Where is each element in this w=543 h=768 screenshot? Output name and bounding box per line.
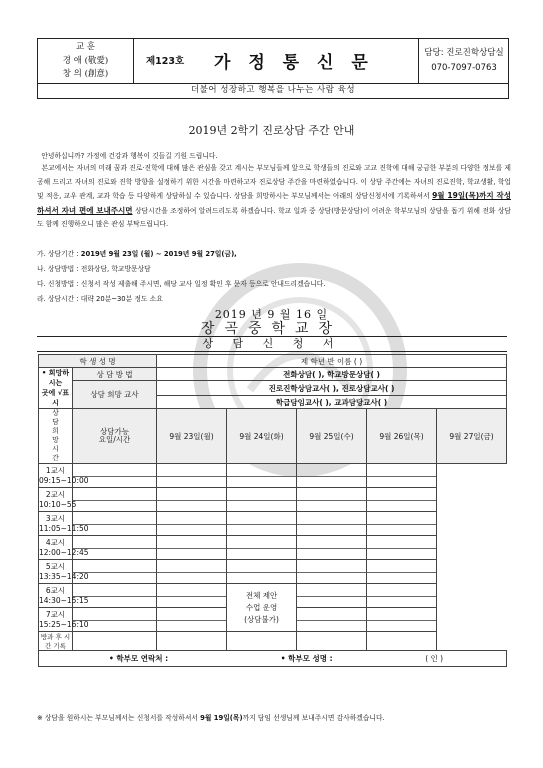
parent-phone-label[interactable]: • 학부모 연락처 :	[109, 654, 169, 663]
slot-row	[39, 464, 507, 488]
notice-title: 2019년 2학기 진로상담 주간 안내	[188, 124, 355, 137]
after-school-tue[interactable]	[157, 632, 227, 651]
issue-number: 제123호	[146, 56, 185, 67]
parent-info-row	[39, 651, 507, 667]
day-wed: 9월 25일(수)	[297, 409, 367, 464]
teacher-choice-1[interactable]: 진로진학상담교사( ), 진로상담교사( )	[157, 381, 507, 396]
info-duration: 라. 상담시간 : 대략 20분~30분 정도 소요	[37, 295, 163, 303]
slot-label	[39, 608, 89, 632]
motto-title: 교 훈	[75, 42, 96, 52]
school-motto	[38, 39, 134, 83]
slot-cell[interactable]	[227, 512, 297, 536]
slot-cell[interactable]	[73, 536, 157, 560]
slot-cell[interactable]	[73, 488, 157, 512]
principal-name: 장곡중학교장	[200, 321, 343, 337]
slot-label	[39, 512, 89, 536]
slot-time: 12:00~12:45	[39, 547, 89, 557]
slot-time: 15:25~16:10	[39, 619, 89, 629]
slot-cell[interactable]	[73, 512, 157, 536]
time-header: 상담가능 요일/시간	[73, 409, 157, 464]
slot-cell[interactable]	[367, 464, 437, 488]
slot-period: 7교시	[45, 609, 66, 619]
slot-cell[interactable]	[73, 608, 157, 632]
teacher-label: 상담 희망 교사	[73, 381, 157, 409]
slot-time: 14:30~15:15	[39, 595, 89, 605]
slot-cell[interactable]	[297, 608, 367, 632]
slot-row	[39, 512, 507, 536]
title-box	[134, 39, 418, 83]
info-apply: 다. 신청방법 : 신청서 작성 제출해 주시면, 해당 교사 일정 확인 후 문자 등으로 안내드리겠습니다.	[37, 280, 326, 288]
info-period: 가. 상담기간 : 2019년 9월 23일 (월) ~ 2019년 9월 27일(금),	[37, 250, 237, 258]
slot-period: 6교시	[45, 585, 66, 595]
slot-cell[interactable]	[227, 560, 297, 584]
slot-cell[interactable]	[157, 584, 227, 608]
day-fri: 9월 27일(금)	[437, 409, 507, 464]
after-school-fri[interactable]	[367, 632, 437, 651]
side-label: 상 담 희 망 시 간	[39, 409, 73, 464]
deadline-highlight: 9월 19일(목)까지 작성하셔서 자녀 편에 보내주시면	[37, 191, 511, 215]
slot-cell[interactable]	[367, 536, 437, 560]
day-thu: 9월 26일(목)	[367, 409, 437, 464]
contact-phone: 070-7097-0763	[431, 63, 497, 73]
form-title: 상 담 신 청 서	[37, 336, 507, 352]
slot-time: 09:15~10:00	[39, 475, 89, 485]
slot-cell[interactable]	[157, 608, 227, 632]
slogan: 더불어 성장하고 행복을 나누는 사람 육성	[37, 82, 509, 99]
method-label: 상 담 방 법	[73, 368, 157, 381]
slot-cell[interactable]	[227, 488, 297, 512]
slot-time: 11:05~11:50	[39, 523, 89, 533]
slot-time: 10:10~55	[39, 499, 77, 509]
slot-cell[interactable]	[73, 464, 157, 488]
slot-label	[39, 536, 89, 560]
day-mon: 9월 23일(월)	[157, 409, 227, 464]
after-school-label: 방과 후 시간 기록	[39, 632, 73, 651]
main-paragraph: 본교에서는 자녀의 미래 꿈과 진로·진학에 대해 많은 관심을 갖고 계시는 부모님들께 앞으로 학생들의 진로와 고교 진학에 대해 궁금한 부분의 다양한 정보를 제공해 드리고 자녀의 진로와 진학 방향을 설정하기 위한 시간을 마련하고자 진로상담 주간을 마련하였습니다. 이 상담 주간에는 자녀의 진로진학, 학교생활, 학업 및 적응, 교우 관계, 교과 학습 등 다양하게 상담하실 수 있습니다. 상담을 희망하시는 부모님께서는 아래의 상담신청서에 기록하셔서 9월 19일(목)까지 작성하셔서 자녀 편에 보내주시면 상담시간을 조정하여 알려드리도록 하겠습니다. 학교 일과 중 상담(방문상담)이 어려운 학부모님의 상담을 돕기 위해 전화 상담도 함께 진행하오니 많은 관심 부탁드립니다.	[37, 164, 511, 229]
check-instruction: • 희망하시는 곳에 √표시	[39, 368, 73, 409]
slot-cell[interactable]	[297, 488, 367, 512]
slot-cell[interactable]	[367, 584, 437, 608]
slot-period: 1교시	[45, 465, 66, 475]
slot-label	[39, 584, 89, 608]
after-school-thu[interactable]	[297, 632, 367, 651]
slot-period: 3교시	[45, 513, 66, 523]
contact-box	[418, 39, 509, 83]
after-school-mon[interactable]	[73, 632, 157, 651]
slot-period: 4교시	[45, 537, 66, 547]
footnote: ※ 상담을 원하시는 부모님께서는 신청서를 작성하셔서 9월 19일(목)까지 담임 선생님께 보내주시면 감사하겠습니다.	[37, 714, 385, 722]
student-name-label: 학 생 성 명	[39, 355, 157, 368]
slot-cell[interactable]	[297, 464, 367, 488]
slot-row	[39, 488, 507, 512]
application-form	[38, 354, 507, 667]
teacher-choice-2[interactable]: 학급담임교사( ), 교과담당교사( )	[157, 396, 507, 409]
slot-cell[interactable]	[367, 608, 437, 632]
slot-cell[interactable]	[367, 488, 437, 512]
slot-row	[39, 536, 507, 560]
slot-cell[interactable]	[297, 512, 367, 536]
slot-cell[interactable]	[297, 560, 367, 584]
day-tue: 9월 24일(화)	[227, 409, 297, 464]
contact-department: 담당: 진로진학상담실	[424, 48, 504, 58]
slot-cell[interactable]	[157, 536, 227, 560]
parent-name-label[interactable]: • 학부모 성명 :	[280, 654, 333, 663]
method-choice[interactable]: 전화상담( ), 학교방문상담( )	[157, 368, 507, 381]
slot-cell[interactable]	[73, 584, 157, 608]
slot-period: 2교시	[45, 489, 66, 499]
slot-cell[interactable]	[157, 488, 227, 512]
info-method: 나. 상담방법 : 전화상담, 학교방문상담	[37, 265, 151, 273]
time-slots	[39, 464, 507, 632]
slot-cell[interactable]	[157, 560, 227, 584]
slot-cell[interactable]	[367, 512, 437, 536]
slot-row	[39, 584, 507, 608]
slot-cell[interactable]	[367, 560, 437, 584]
slot-time: 13:35~14:20	[39, 571, 89, 581]
seal-mark: ( 인 )	[425, 654, 444, 663]
motto-line-2: 창 의 (創意)	[62, 69, 109, 79]
slot-label	[39, 488, 77, 512]
wed-note: 전체 제안 수업 운영 (상담불가)	[227, 584, 297, 632]
motto-line-1: 경 애 (敬愛)	[62, 55, 109, 66]
after-school-wed[interactable]	[227, 632, 297, 651]
slot-cell[interactable]	[73, 560, 157, 584]
slot-cell[interactable]	[227, 536, 297, 560]
slot-cell[interactable]	[157, 512, 227, 536]
greeting: 안녕하십니까? 가정에 건강과 행복이 깃들길 기원 드립니다.	[41, 152, 218, 160]
slot-cell[interactable]	[297, 536, 367, 560]
slot-row	[39, 560, 507, 584]
slot-label	[39, 464, 89, 488]
issue-date: 2019 년 9 월 16 일	[214, 308, 329, 321]
slot-cell[interactable]	[227, 464, 297, 488]
slot-cell[interactable]	[157, 464, 227, 488]
slot-cell[interactable]	[297, 584, 367, 608]
student-name-field[interactable]: 제 학년 반 이름 ( )	[157, 355, 507, 368]
newsletter-title: 가 정 통 신 문	[214, 53, 374, 73]
slot-label	[39, 560, 89, 584]
newsletter-header	[37, 38, 509, 84]
slot-period: 5교시	[45, 561, 66, 571]
